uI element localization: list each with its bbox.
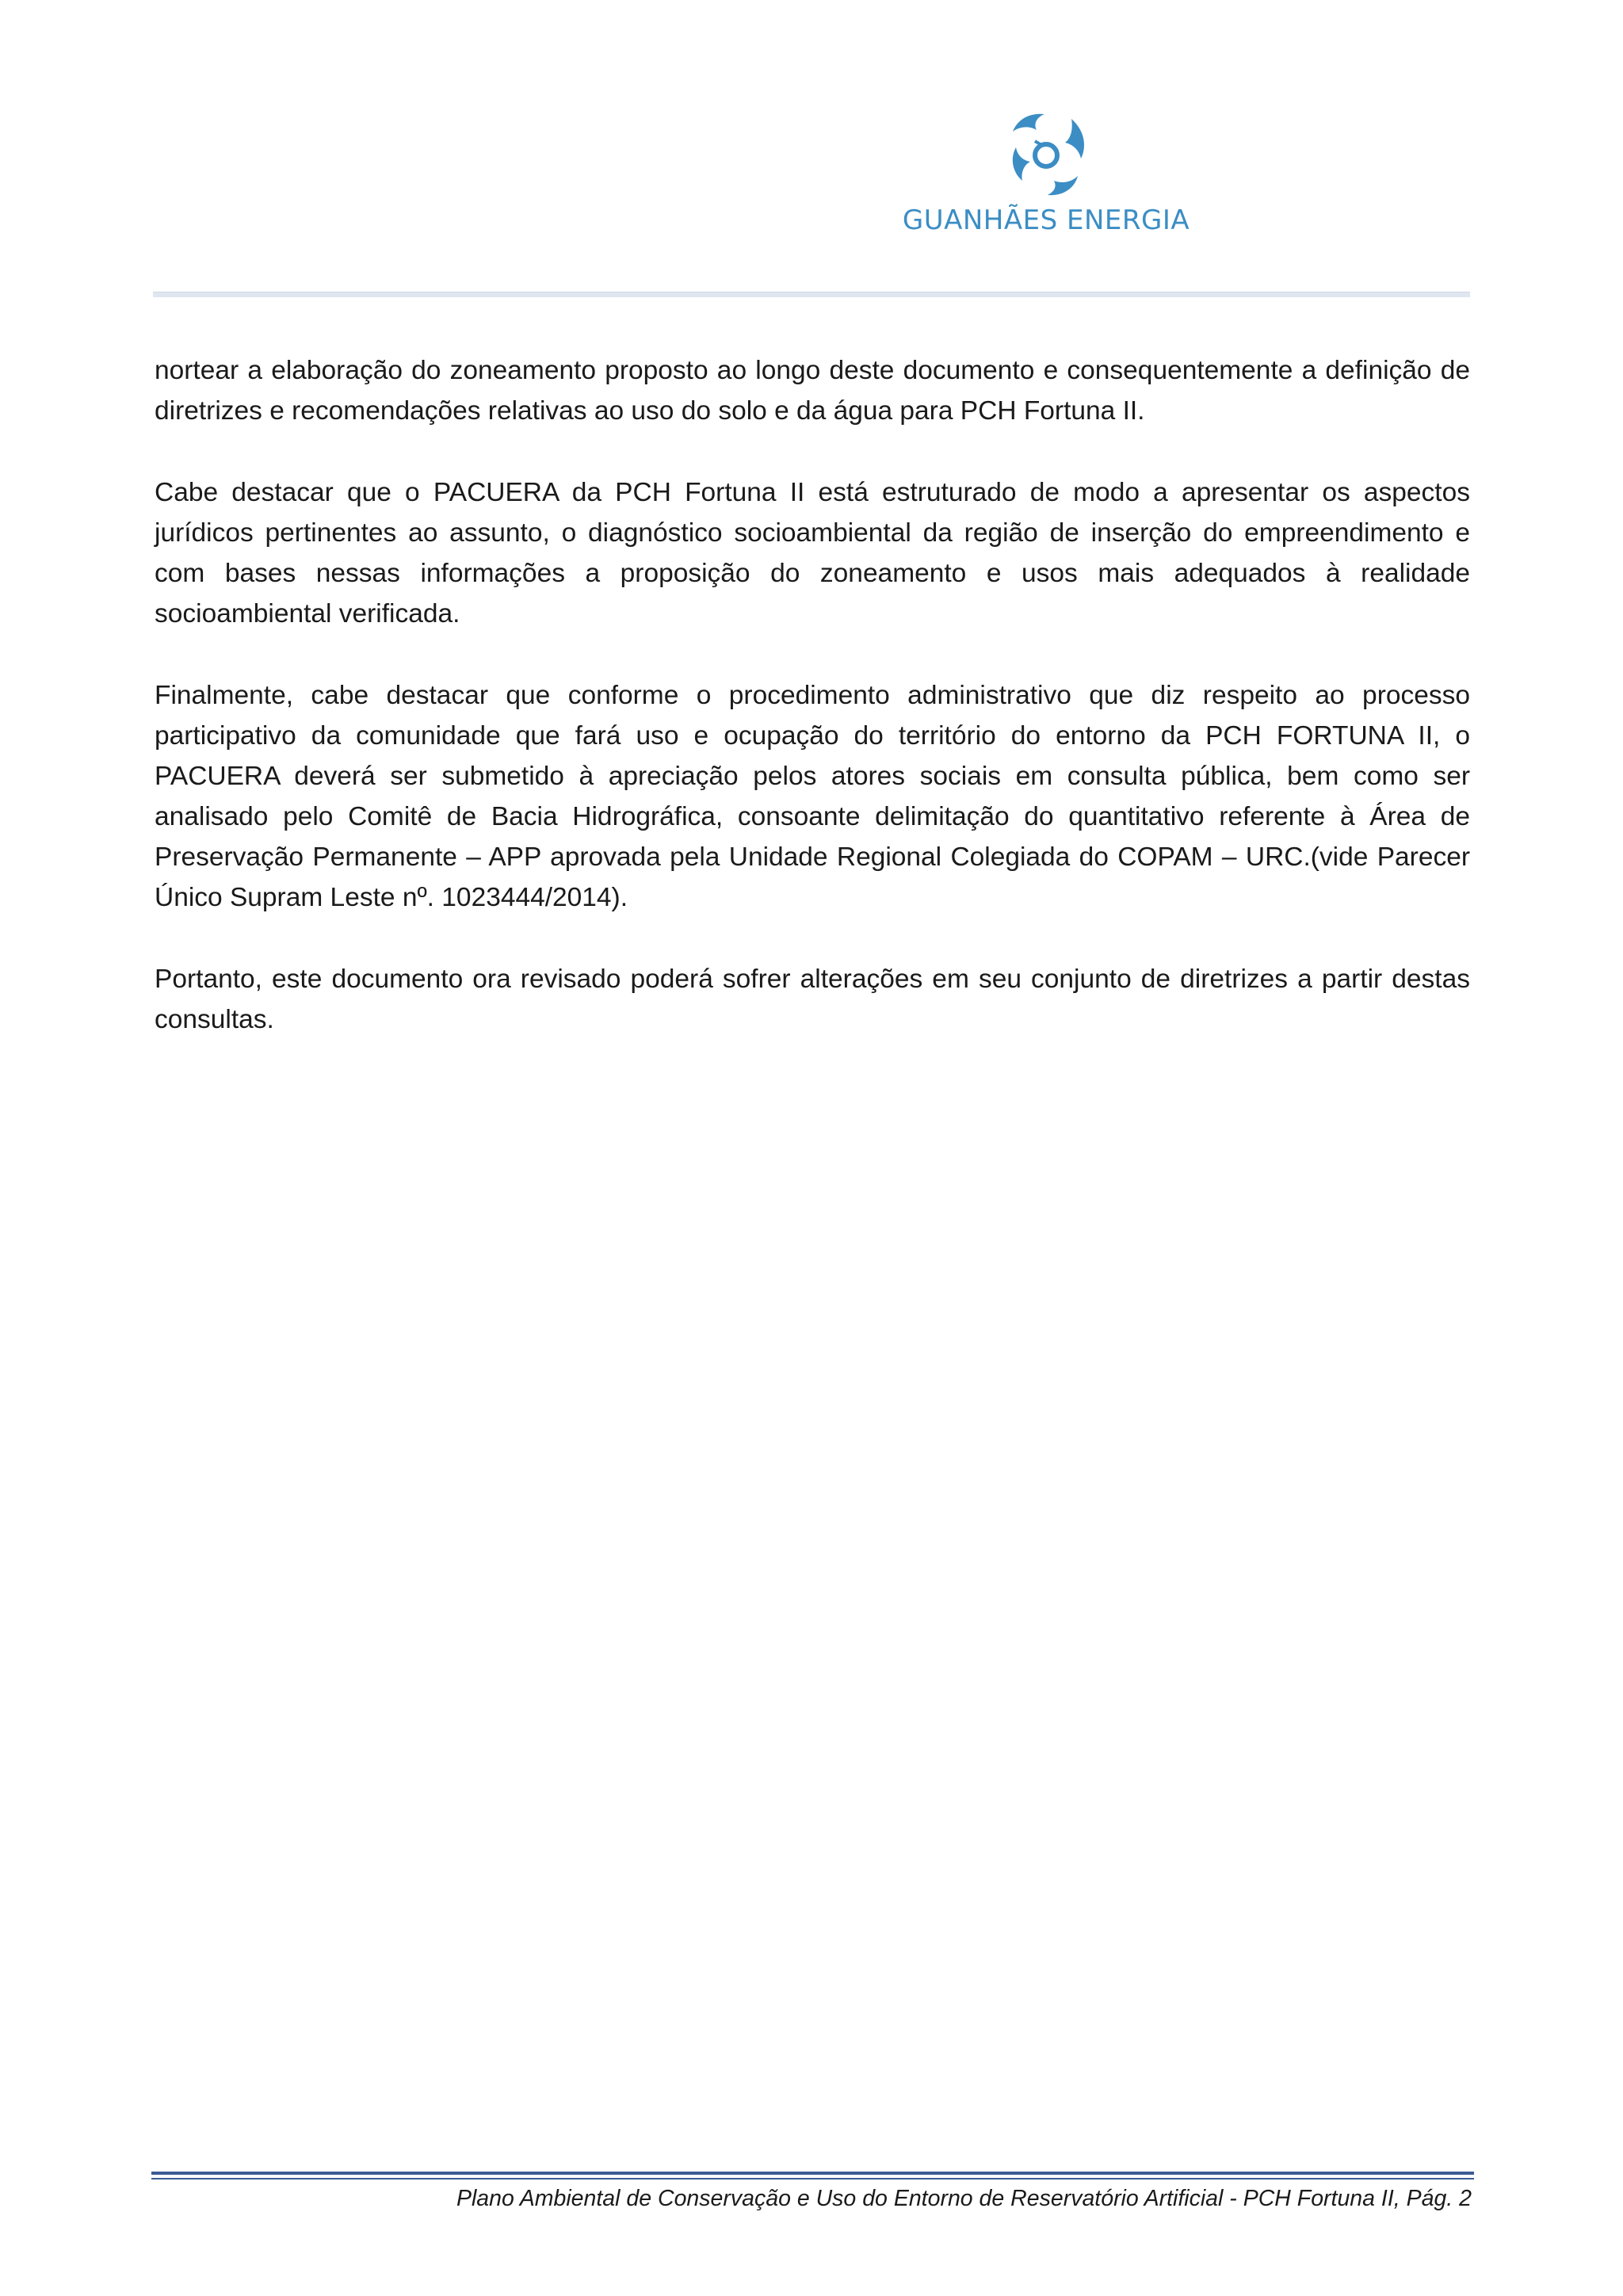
page-footer: Plano Ambiental de Conservação e Uso do Entorno de Reservatório Artificial - PCH Fortuna II, Pág. 2: [456, 2186, 1472, 2211]
logo-wordmark: GUANHÃES ENERGIA: [902, 204, 1190, 236]
swirl-logo-icon: [999, 109, 1094, 198]
header-divider: [153, 292, 1470, 297]
company-logo: [896, 109, 1197, 248]
paragraph-2: Cabe destacar que o PACUERA da PCH Fortuna II está estruturado de modo a apresentar os aspectos jurídicos pertinentes ao assunto, o diagnóstico socioambiental da região de inserção do empreendimento e com bases nessas informações a proposição do zoneamento e usos mais adequados à realidade socioambiental verificada.: [155, 478, 1470, 628]
footer-divider-thin: [151, 2178, 1474, 2179]
footer-divider-thick: [151, 2172, 1474, 2175]
paragraph-1: nortear a elaboração do zoneamento proposto ao longo deste documento e consequentemente a definição de diretrizes e recomendações relativas ao uso do solo e da água para PCH Fortuna II.: [155, 356, 1470, 426]
paragraph-3: Finalmente, cabe destacar que conforme o procedimento administrativo que diz respeito ao processo participativo da comunidade que fará uso e ocupação do território do entorno da PCH FORTUNA II, o PACUERA deverá ser submetido à apreciação pelos atores sociais em consulta pública, bem como ser analisado pelo Comitê de Bacia Hidrográfica, consoante delimitação do quantitativo referente à Área de Preservação Permanente – APP aprovada pela Unidade Regional Colegiada do COPAM – URC.(vide Parecer Único Supram Leste nº. 1023444/2014).: [155, 681, 1470, 912]
document-body: [155, 350, 1470, 1081]
paragraph-4: Portanto, este documento ora revisado poderá sofrer alterações em seu conjunto de diretrizes a partir destas consultas.: [155, 965, 1470, 1034]
